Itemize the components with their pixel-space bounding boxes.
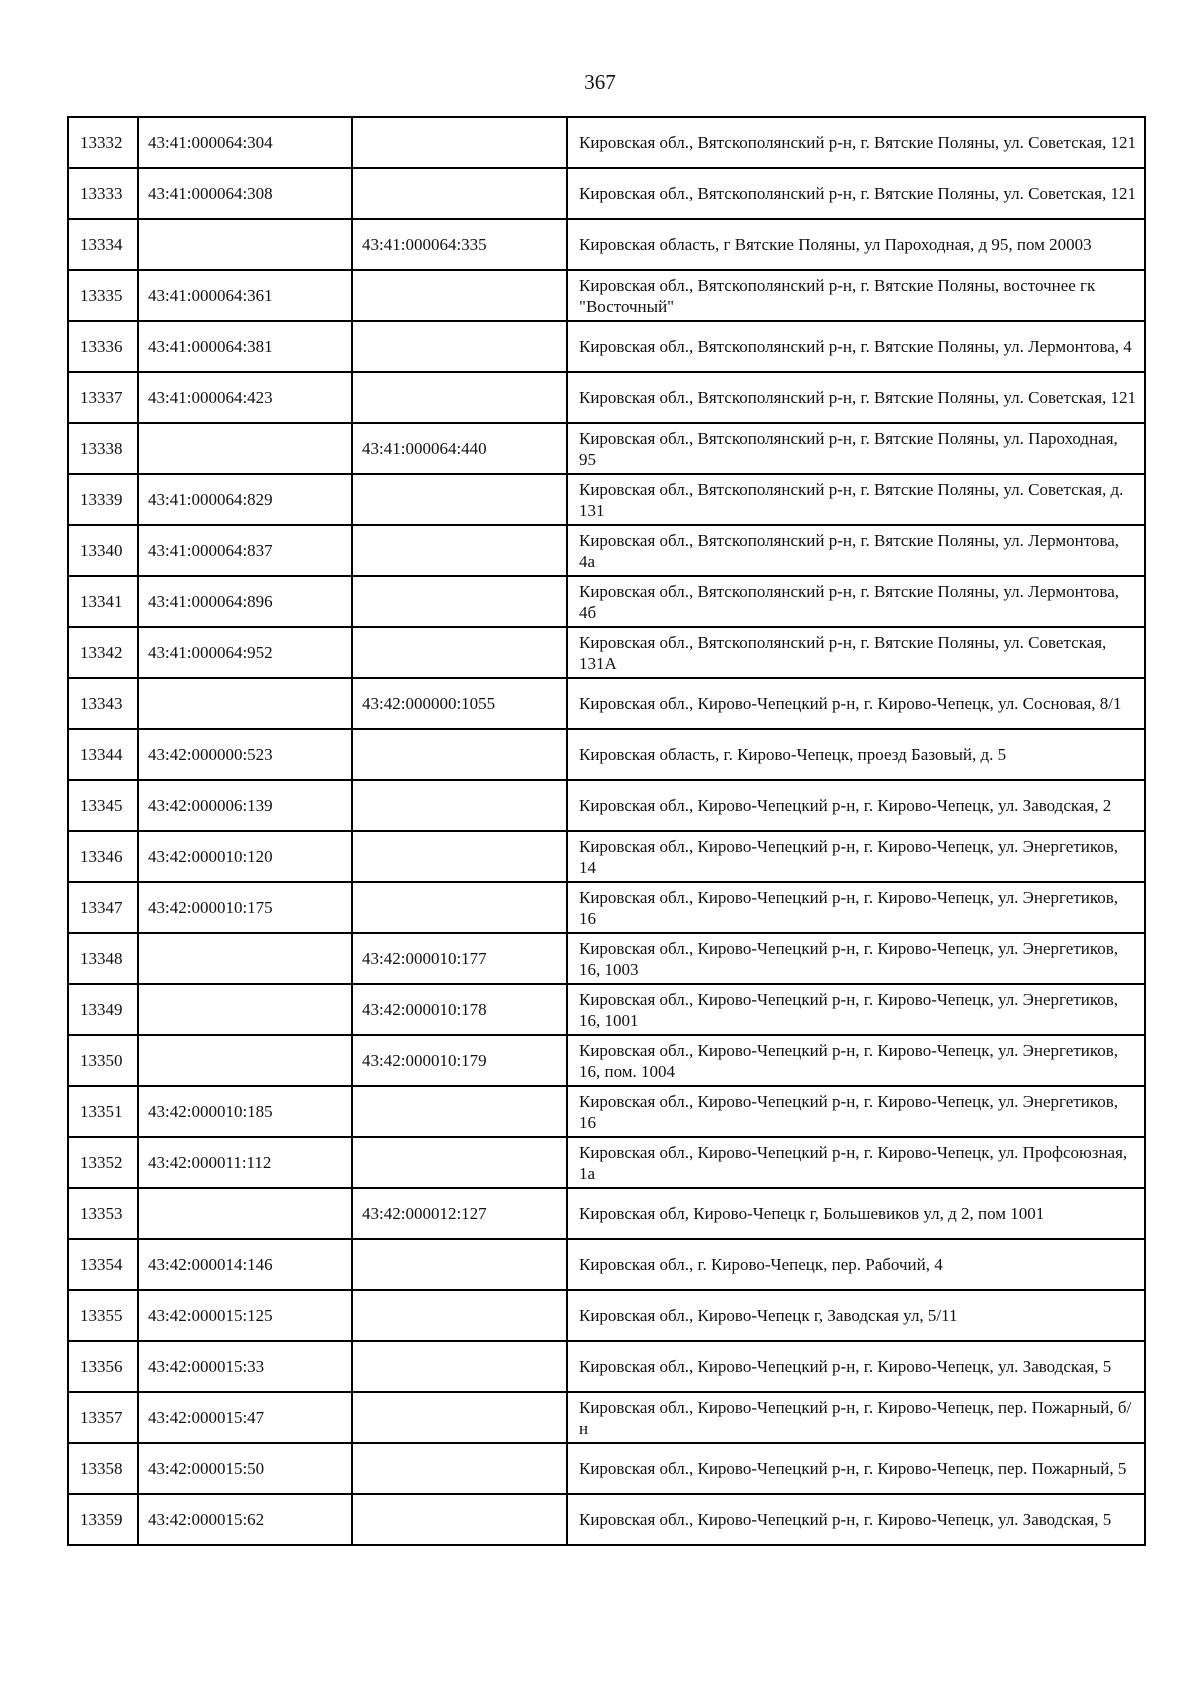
related-cadastral-number-cell: 43:41:000064:335 <box>352 219 567 270</box>
cadastral-number-cell: 43:42:000010:185 <box>138 1086 352 1137</box>
address-cell: Кировская обл., Вятскополянский р-н, г. Вятские Поляны, ул. Советская, 121 <box>567 168 1145 219</box>
related-cadastral-number-cell: 43:42:000010:179 <box>352 1035 567 1086</box>
row-number: 13332 <box>68 117 138 168</box>
table-row <box>68 525 1145 576</box>
address-cell: Кировская обл., Кирово-Чепецкий р-н, г. Кирово-Чепецк, пер. Пожарный, 5 <box>567 1443 1145 1494</box>
related-cadastral-number-cell <box>352 627 567 678</box>
related-cadastral-number-cell: 43:42:000010:177 <box>352 933 567 984</box>
cadastral-number-cell: 43:42:000006:139 <box>138 780 352 831</box>
address-cell: Кировская обл., Кирово-Чепецк г, Заводская ул, 5/11 <box>567 1290 1145 1341</box>
cadastral-number-cell <box>138 1035 352 1086</box>
address-cell: Кировская обл., Кирово-Чепецкий р-н, г. Кирово-Чепецк, ул. Энергетиков, 16, 1003 <box>567 933 1145 984</box>
row-number: 13344 <box>68 729 138 780</box>
address-cell: Кировская обл., Вятскополянский р-н, г. Вятские Поляны, ул. Советская, 131А <box>567 627 1145 678</box>
table-row <box>68 780 1145 831</box>
row-number: 13351 <box>68 1086 138 1137</box>
table-row <box>68 831 1145 882</box>
table-body <box>68 117 1145 1545</box>
address-cell: Кировская обл., Вятскополянский р-н, г. Вятские Поляны, восточнее гк "Восточный" <box>567 270 1145 321</box>
table-row <box>68 1035 1145 1086</box>
cadastral-number-cell: 43:41:000064:829 <box>138 474 352 525</box>
address-cell: Кировская обл., Кирово-Чепецкий р-н, г. Кирово-Чепецк, ул. Заводская, 5 <box>567 1494 1145 1545</box>
row-number: 13353 <box>68 1188 138 1239</box>
row-number: 13349 <box>68 984 138 1035</box>
related-cadastral-number-cell <box>352 321 567 372</box>
cadastral-number-cell <box>138 219 352 270</box>
table-row <box>68 423 1145 474</box>
row-number: 13339 <box>68 474 138 525</box>
cadastral-number-cell: 43:41:000064:304 <box>138 117 352 168</box>
related-cadastral-number-cell: 43:42:000012:127 <box>352 1188 567 1239</box>
related-cadastral-number-cell <box>352 1443 567 1494</box>
table-row <box>68 321 1145 372</box>
table-row <box>68 1443 1145 1494</box>
related-cadastral-number-cell <box>352 474 567 525</box>
row-number: 13335 <box>68 270 138 321</box>
address-cell: Кировская обл., Кирово-Чепецкий р-н, г. Кирово-Чепецк, ул. Энергетиков, 16, 1001 <box>567 984 1145 1035</box>
address-cell: Кировская обл., Вятскополянский р-н, г. Вятские Поляны, ул. Лермонтова, 4а <box>567 525 1145 576</box>
address-cell: Кировская обл., Вятскополянский р-н, г. Вятские Поляны, ул. Лермонтова, 4 <box>567 321 1145 372</box>
cadastral-number-cell: 43:42:000015:125 <box>138 1290 352 1341</box>
table-row <box>68 933 1145 984</box>
related-cadastral-number-cell <box>352 1290 567 1341</box>
cadastral-number-cell: 43:42:000015:47 <box>138 1392 352 1443</box>
address-cell: Кировская обл., Кирово-Чепецкий р-н, г. Кирово-Чепецк, ул. Заводская, 5 <box>567 1341 1145 1392</box>
page-number: 367 <box>584 70 616 94</box>
related-cadastral-number-cell <box>352 882 567 933</box>
table-row <box>68 1137 1145 1188</box>
row-number: 13338 <box>68 423 138 474</box>
row-number: 13350 <box>68 1035 138 1086</box>
table-row <box>68 882 1145 933</box>
related-cadastral-number-cell <box>352 1392 567 1443</box>
cadastral-number-cell <box>138 1188 352 1239</box>
cadastral-number-cell: 43:42:000011:112 <box>138 1137 352 1188</box>
related-cadastral-number-cell: 43:42:000000:1055 <box>352 678 567 729</box>
table-row <box>68 729 1145 780</box>
address-cell: Кировская область, г. Кирово-Чепецк, проезд Базовый, д. 5 <box>567 729 1145 780</box>
related-cadastral-number-cell <box>352 117 567 168</box>
cadastral-number-cell: 43:41:000064:837 <box>138 525 352 576</box>
cadastral-number-cell: 43:41:000064:952 <box>138 627 352 678</box>
cadastral-number-cell <box>138 933 352 984</box>
related-cadastral-number-cell <box>352 1137 567 1188</box>
table-row <box>68 576 1145 627</box>
row-number: 13345 <box>68 780 138 831</box>
table-row <box>68 1392 1145 1443</box>
row-number: 13348 <box>68 933 138 984</box>
related-cadastral-number-cell <box>352 1239 567 1290</box>
cadastral-number-cell: 43:42:000015:50 <box>138 1443 352 1494</box>
related-cadastral-number-cell: 43:41:000064:440 <box>352 423 567 474</box>
related-cadastral-number-cell <box>352 270 567 321</box>
address-cell: Кировская обл., Вятскополянский р-н, г. Вятские Поляны, ул. Пароходная, 95 <box>567 423 1145 474</box>
table-row <box>68 678 1145 729</box>
row-number: 13354 <box>68 1239 138 1290</box>
address-cell: Кировская область, г Вятские Поляны, ул Пароходная, д 95, пом 20003 <box>567 219 1145 270</box>
cadastral-number-cell: 43:41:000064:896 <box>138 576 352 627</box>
table-row <box>68 117 1145 168</box>
table-row <box>68 372 1145 423</box>
row-number: 13336 <box>68 321 138 372</box>
row-number: 13347 <box>68 882 138 933</box>
address-cell: Кировская обл., Вятскополянский р-н, г. Вятские Поляны, ул. Советская, д. 131 <box>567 474 1145 525</box>
table-row <box>68 1086 1145 1137</box>
row-number: 13352 <box>68 1137 138 1188</box>
address-cell: Кировская обл, Кирово-Чепецк г, Большевиков ул, д 2, пом 1001 <box>567 1188 1145 1239</box>
related-cadastral-number-cell <box>352 372 567 423</box>
related-cadastral-number-cell <box>352 576 567 627</box>
table-row <box>68 1290 1145 1341</box>
related-cadastral-number-cell <box>352 729 567 780</box>
address-cell: Кировская обл., Кирово-Чепецкий р-н, г. Кирово-Чепецк, ул. Энергетиков, 16 <box>567 882 1145 933</box>
row-number: 13341 <box>68 576 138 627</box>
address-cell: Кировская обл., Кирово-Чепецкий р-н, г. Кирово-Чепецк, пер. Пожарный, б/н <box>567 1392 1145 1443</box>
row-number: 13343 <box>68 678 138 729</box>
related-cadastral-number-cell <box>352 1341 567 1392</box>
address-cell: Кировская обл., Вятскополянский р-н, г. Вятские Поляны, ул. Советская, 121 <box>567 372 1145 423</box>
cadastral-number-cell: 43:42:000000:523 <box>138 729 352 780</box>
related-cadastral-number-cell: 43:42:000010:178 <box>352 984 567 1035</box>
table-row <box>68 1239 1145 1290</box>
cadastral-number-cell: 43:42:000010:120 <box>138 831 352 882</box>
address-cell: Кировская обл., Кирово-Чепецкий р-н, г. Кирово-Чепецк, ул. Заводская, 2 <box>567 780 1145 831</box>
row-number: 13355 <box>68 1290 138 1341</box>
table-row <box>68 1188 1145 1239</box>
cadastral-number-cell <box>138 423 352 474</box>
related-cadastral-number-cell <box>352 780 567 831</box>
row-number: 13334 <box>68 219 138 270</box>
related-cadastral-number-cell <box>352 1494 567 1545</box>
table-row <box>68 474 1145 525</box>
table-row <box>68 1494 1145 1545</box>
row-number: 13342 <box>68 627 138 678</box>
table-row <box>68 984 1145 1035</box>
table-row <box>68 627 1145 678</box>
cadastral-number-cell: 43:42:000010:175 <box>138 882 352 933</box>
row-number: 13346 <box>68 831 138 882</box>
related-cadastral-number-cell <box>352 168 567 219</box>
row-number: 13340 <box>68 525 138 576</box>
row-number: 13356 <box>68 1341 138 1392</box>
row-number: 13359 <box>68 1494 138 1545</box>
cadastral-number-cell: 43:41:000064:381 <box>138 321 352 372</box>
cadastral-number-cell: 43:42:000015:62 <box>138 1494 352 1545</box>
address-cell: Кировская обл., Кирово-Чепецкий р-н, г. Кирово-Чепецк, ул. Энергетиков, 14 <box>567 831 1145 882</box>
related-cadastral-number-cell <box>352 831 567 882</box>
cadastral-number-cell: 43:42:000015:33 <box>138 1341 352 1392</box>
address-cell: Кировская обл., Кирово-Чепецкий р-н, г. Кирово-Чепецк, ул. Энергетиков, 16, пом. 1004 <box>567 1035 1145 1086</box>
cadastral-number-cell: 43:41:000064:308 <box>138 168 352 219</box>
address-cell: Кировская обл., Кирово-Чепецкий р-н, г. Кирово-Чепецк, ул. Сосновая, 8/1 <box>567 678 1145 729</box>
address-cell: Кировская обл., Кирово-Чепецкий р-н, г. Кирово-Чепецк, ул. Энергетиков, 16 <box>567 1086 1145 1137</box>
related-cadastral-number-cell <box>352 525 567 576</box>
cadastral-number-cell <box>138 984 352 1035</box>
related-cadastral-number-cell <box>352 1086 567 1137</box>
cadastral-number-cell: 43:41:000064:361 <box>138 270 352 321</box>
row-number: 13333 <box>68 168 138 219</box>
cadastral-number-cell: 43:42:000014:146 <box>138 1239 352 1290</box>
address-cell: Кировская обл., Вятскополянский р-н, г. Вятские Поляны, ул. Лермонтова, 4б <box>567 576 1145 627</box>
row-number: 13357 <box>68 1392 138 1443</box>
table-row <box>68 168 1145 219</box>
table-row <box>68 1341 1145 1392</box>
registry-table <box>67 116 1146 1546</box>
cadastral-number-cell: 43:41:000064:423 <box>138 372 352 423</box>
table-row <box>68 270 1145 321</box>
row-number: 13337 <box>68 372 138 423</box>
address-cell: Кировская обл., г. Кирово-Чепецк, пер. Рабочий, 4 <box>567 1239 1145 1290</box>
address-cell: Кировская обл., Кирово-Чепецкий р-н, г. Кирово-Чепецк, ул. Профсоюзная, 1а <box>567 1137 1145 1188</box>
row-number: 13358 <box>68 1443 138 1494</box>
cadastral-number-cell <box>138 678 352 729</box>
table-row <box>68 219 1145 270</box>
address-cell: Кировская обл., Вятскополянский р-н, г. Вятские Поляны, ул. Советская, 121 <box>567 117 1145 168</box>
